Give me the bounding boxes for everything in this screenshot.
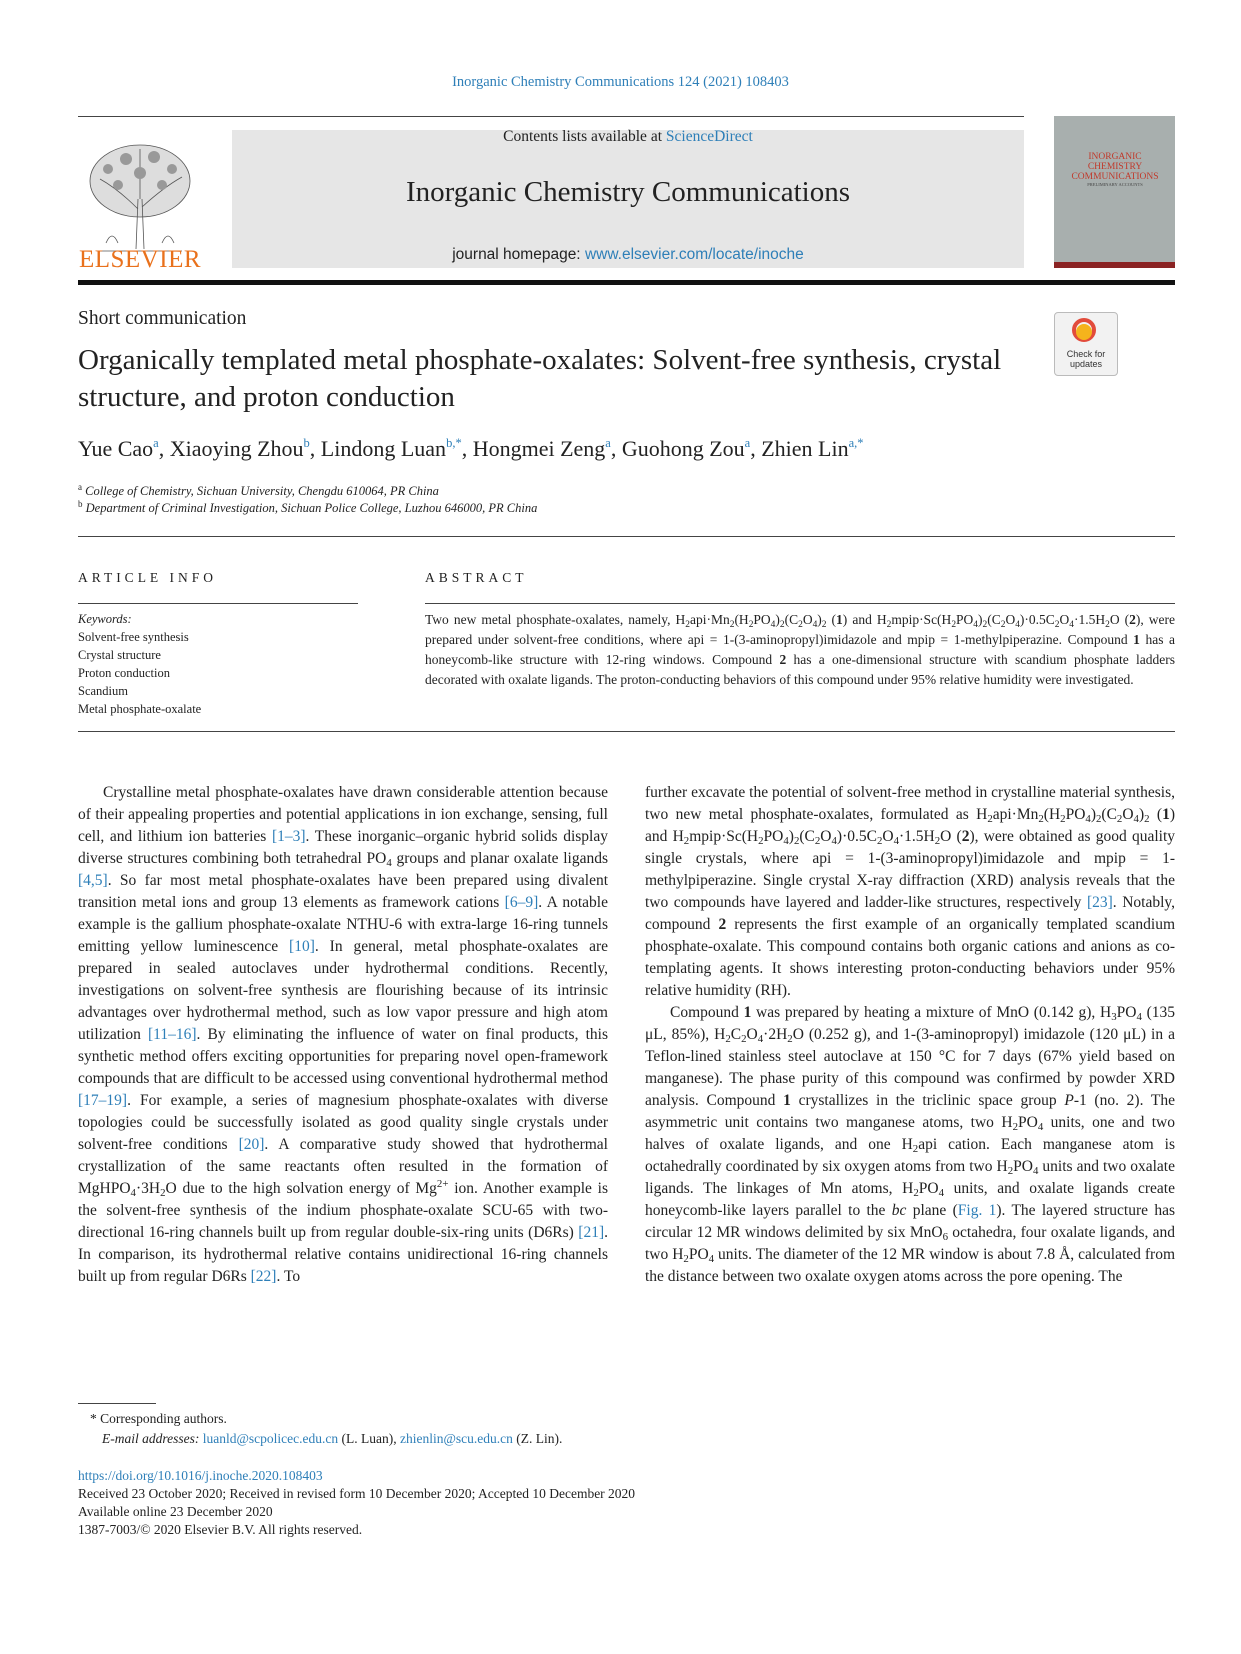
body-paragraph: Compound 1 was prepared by heating a mixture of MnO (0.142 g), $H_3PO_4$ (135 μL, 85%), $H_2C_2O_4\cdot 2H_2O$ (0.252 g), and 1-(3-aminopropyl) imidazole (120 μL) in a Teflon-lined stainless steel autoclave at 150 °C for 7 days (67% yield based on manganese). The phase purity of this compound was confirmed by powder XRD analysis. Compound 1 crystallizes in the triclinic space group P-1 (no. 2). The asymmetric unit contains two manganese atoms, two $H_2PO_4$ units, one and two halves of oxalate ligands, and one $H_2api$ cation. Each manganese atom is octahedrally coordinated by six oxygen atoms from two $H_2PO_4$ units and two oxalate ligands. The linkages of Mn atoms, $H_2PO_4$ units, and oxalate ligands create honeycomb-like layers parallel to the bc plane (Fig. 1). The layered structure has circular 12 MR windows delimited by six MnO$_6$ octahedra, four oxalate ligands, and two $H_2PO_4$ units. The diameter of the 12 MR window is about 7.8 Å, calculated from the distance between two oxalate oxygen atoms across the pore opening. The — [645, 1004, 1176, 1285]
homepage-line — [232, 246, 1024, 264]
affiliation-key: b — [78, 499, 83, 509]
reference-link[interactable]: [23] — [1086, 894, 1113, 911]
reference-link[interactable]: [20] — [238, 1136, 265, 1153]
corresponding-note: * Corresponding authors. — [90, 1411, 227, 1426]
email-owner: (L. Luan), — [341, 1431, 397, 1446]
author-name[interactable]: Xiaoying Zhou — [169, 436, 304, 461]
author-affiliation[interactable]: a — [744, 436, 751, 450]
email-link[interactable]: luanld@scpolicec.edu.cn — [202, 1431, 339, 1446]
sciencedirect-link[interactable]: ScienceDirect — [665, 128, 753, 145]
journal-cover-thumbnail[interactable] — [1054, 116, 1175, 268]
doi-link[interactable]: https://doi.org/10.1016/j.inoche.2020.108403 — [78, 1468, 323, 1483]
keyword: Crystal structure — [78, 648, 161, 662]
figure-link[interactable]: Fig. 1 — [957, 1202, 997, 1219]
received-dates: Received 23 October 2020; Received in revised form 10 December 2020; Accepted 10 December 2020 — [78, 1486, 636, 1501]
body-column-left — [78, 782, 608, 1288]
reference-link[interactable]: [11–16] — [148, 1026, 197, 1043]
article-info-heading: ARTICLE INFO — [78, 570, 218, 585]
header-rule — [78, 116, 1024, 117]
author-name[interactable]: Yue Cao — [78, 436, 154, 461]
footnote-rule — [78, 1403, 156, 1404]
keyword: Solvent-free synthesis — [78, 630, 189, 644]
reference-link[interactable]: [10] — [289, 938, 315, 955]
crossmark-label: Check for updates — [1066, 349, 1106, 369]
keyword: Proton conduction — [78, 666, 171, 680]
article-title: Organically templated metal phosphate-oxalates: Solvent-free synthesis, crystal structure, and proton conduction — [78, 344, 1002, 413]
author-affiliation[interactable]: a,* — [848, 436, 864, 450]
online-date: Available online 23 December 2020 — [78, 1504, 273, 1519]
keywords-label: Keywords: — [78, 612, 132, 626]
abstract-bottom-rule — [78, 731, 1175, 732]
reference-link[interactable]: [22] — [250, 1268, 277, 1285]
cover-bar — [1054, 262, 1175, 268]
copyright: 1387-7003/© 2020 Elsevier B.V. All rights reserved. — [78, 1522, 363, 1537]
contents-line — [232, 128, 1024, 146]
keywords-block — [78, 610, 201, 718]
email-line — [90, 1429, 562, 1449]
homepage-prefix: journal homepage: — [452, 246, 585, 263]
affiliation-b — [78, 499, 537, 516]
abstract-heading: ABSTRACT — [425, 570, 528, 585]
publisher-wordmark: ELSEVIER — [78, 246, 202, 273]
homepage-link[interactable]: www.elsevier.com/locate/inoche — [584, 246, 804, 263]
affiliation-key: a — [78, 482, 82, 492]
section-type: Short communication — [78, 308, 247, 329]
article-info-rule — [78, 603, 358, 604]
author-affiliation[interactable]: b,* — [446, 436, 462, 450]
reference-link[interactable]: [1–3] — [271, 828, 306, 845]
affiliation-a — [78, 482, 439, 499]
abstract-rule — [425, 603, 1175, 604]
reference-link[interactable]: [4,5] — [78, 872, 108, 889]
author-affiliation[interactable]: a — [153, 436, 159, 450]
affiliation-text: Department of Criminal Investigation, Sichuan Police College, Luzhou 646000, PR China — [85, 501, 538, 516]
contents-prefix: Contents lists available at — [503, 128, 666, 145]
author-name[interactable]: Zhien Lin — [761, 436, 849, 461]
author-affiliation[interactable]: a — [605, 436, 611, 450]
email-link[interactable]: zhienlin@scu.edu.cn — [400, 1431, 513, 1446]
author-name[interactable]: Guohong Zou — [621, 436, 745, 461]
journal-title: Inorganic Chemistry Communications — [405, 176, 851, 208]
keyword: Metal phosphate-oxalate — [78, 702, 202, 716]
journal-citation[interactable]: Inorganic Chemistry Communications 124 (2021) 108403 — [452, 74, 789, 90]
crossmark-button[interactable] — [1054, 312, 1118, 376]
affiliation-text: College of Chemistry, Sichuan University, Chengdu 610064, PR China — [85, 484, 439, 499]
author-name[interactable]: Lindong Luan — [320, 436, 447, 461]
body-column-right — [645, 782, 1175, 1288]
journal-masthead — [232, 130, 1024, 268]
footnote — [90, 1409, 562, 1449]
author-list: Yue Cao$^a$, Xiaoying Zhou$^b$, Lindong Luan$^{b,*}$, Hongmei Zeng$^a$, Guohong Zou$^a$, Zhien Lin$^{a,*}$ — [78, 436, 864, 461]
body-paragraph: Crystalline metal phosphate-oxalates have drawn considerable attention because of their appealing properties and potential applications in ion exchange, sensing, full cell, and lithium ion batteries [1–3]. These inorganic–organic hybrid solids display diverse structures combining both tetrahedral $PO_4$ groups and planar oxalate ligands [4,5]. So far most metal phosphate-oxalates have been prepared using divalent transition metal ions and group 13 elements as framework cations [6–9]. A notable example is the gallium phosphate-oxalate NTHU-6 with extra-large 16-ring tunnels emitting yellow luminescence [10]. In general, metal phosphate-oxalates are prepared in sealed autoclaves under hydrothermal conditions. Recently, investigations on solvent-free synthesis are flourishing because of its intrinsic advantages over hydrothermal method, such as low vapor pressure and high atom utilization [11–16]. By eliminating the influence of water on final products, this synthetic method offers exciting opportunities for preparing novel open-framework compounds that are difficult to be accessed using conventional hydrothermal method [17–19]. For example, a series of magnesium phosphate-oxalates with diverse topologies could be successfully isolated as good quality single crystals under solvent-free conditions [20]. A comparative study showed that hydrothermal crystallization of the same reactants often resulted in the formation of $MgHPO_4\cdot 3H_2O$ due to the high solvation energy of $Mg^{2+}$ ion. Another example is the solvent-free synthesis of the indium phosphate-oxalate SCU-65 with two-directional 16-ring channels built up from regular double-six-ring units (D6Rs) [21]. In comparison, its hydrothermal relative contains unidirectional 16-ring channels built up from regular D6Rs [22]. To — [78, 784, 609, 1285]
publication-info — [78, 1467, 635, 1539]
author-name[interactable]: Hongmei Zeng — [472, 436, 606, 461]
cover-title: INORGANIC CHEMISTRY COMMUNICATIONS — [1071, 152, 1159, 182]
header-thick-rule — [78, 280, 1175, 285]
crossmark-icon-center — [1076, 324, 1092, 340]
reference-link[interactable]: [21] — [578, 1224, 605, 1241]
reference-link[interactable]: [17–19] — [78, 1092, 128, 1109]
keyword: Scandium — [78, 684, 128, 698]
email-label: E-mail addresses: — [102, 1431, 200, 1446]
abstract-text: Two new metal phosphate-oxalates, namely, $H_2api\cdot Mn_2(H_2PO_4)_2(C_2O_4)_2$ (1) and $H_2mpip\cdot Sc(H_2PO_4)_2(C_2O_4)\cdot 0.5C_2O_4\cdot 1.5H_2O$ (2), were prepared under solvent-free conditions, where api = 1-(3-aminopropyl)imidazole and mpip = 1-methylpiperazine. Compound 1 has a honeycomb-like structure with 12-ring windows. Compound 2 has a one-dimensional structure with scandium phosphate ladders decorated with oxalate ligands. The proton-conducting behaviors of this compound under 95% relative humidity were investigated. — [425, 612, 1175, 687]
cover-subtitle: PRELIMINARY ACCOUNTS — [1087, 182, 1143, 187]
author-affiliation[interactable]: b — [303, 436, 310, 450]
affiliation-rule — [78, 536, 1175, 537]
body-paragraph: further excavate the potential of solvent-free method in crystalline material synthesis, two new metal phosphate-oxalates, formulated as $H_2api\cdot Mn_2(H_2PO_4)_2(C_2O_4)_2$ (1) and $H_2mpip\cdot Sc(H_2PO_4)_2(C_2O_4)\cdot 0.5C_2O_4\cdot 1.5H_2O$ (2), were obtained as good quality single crystals, where api = 1-(3-aminopropyl)imidazole and mpip = 1-methylpiperazine. Single crystal X-ray diffraction (XRD) analysis reveals that the two compounds have layered and ladder-like structures, respectively [23]. Notably, compound 2 represents the first example of an organically templated scandium phosphate-oxalate. This compound contains both organic cations and anions as co-templating agents. It shows interesting proton-conducting behaviors under 95% relative humidity (RH). — [645, 784, 1176, 999]
reference-link[interactable]: [6–9] — [504, 894, 539, 911]
email-owner: (Z. Lin). — [516, 1431, 563, 1446]
